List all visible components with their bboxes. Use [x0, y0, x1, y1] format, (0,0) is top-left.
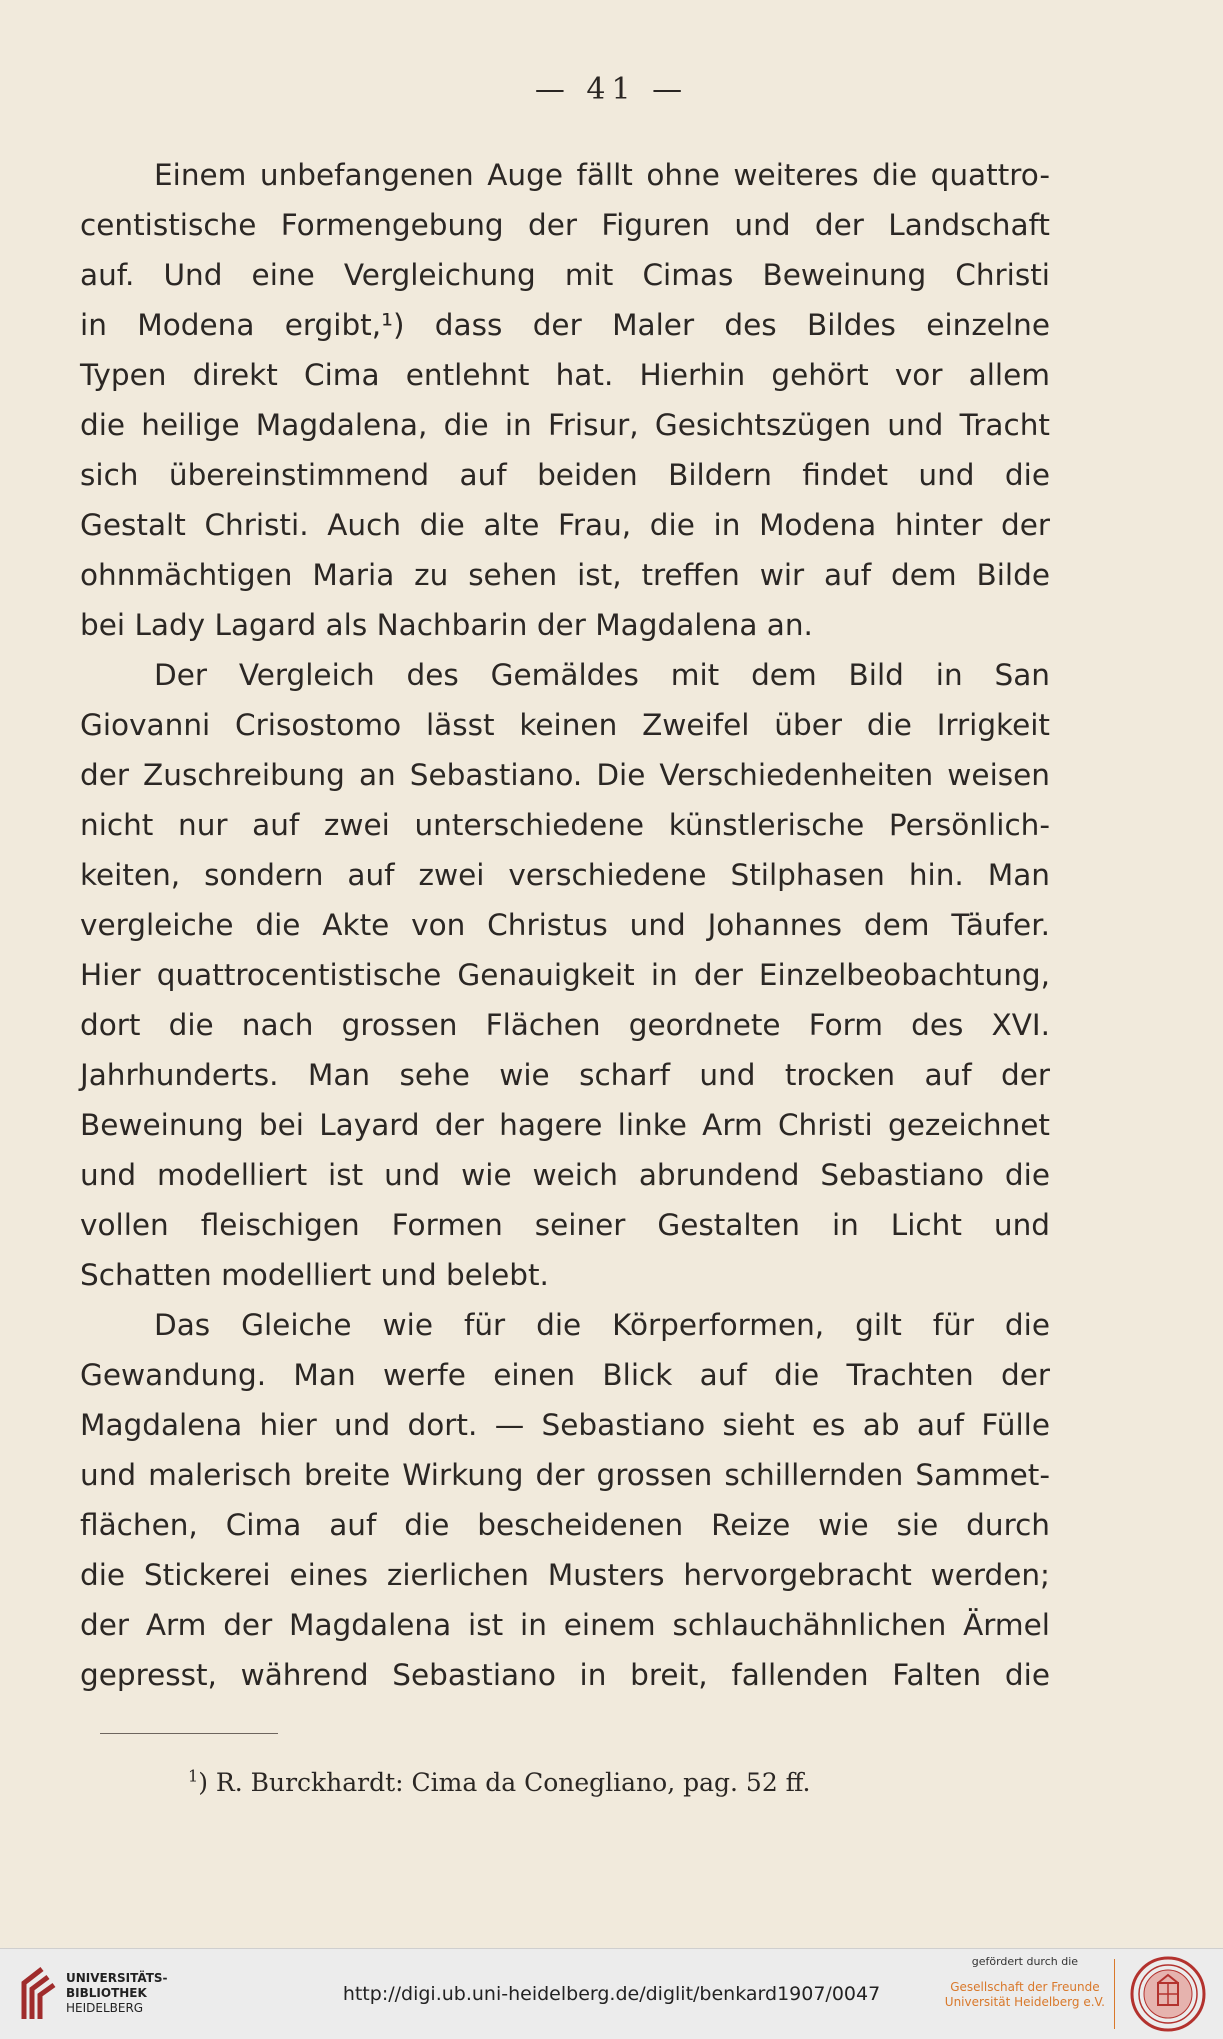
library-name-line: UNIVERSITÄTS- — [66, 1971, 168, 1985]
library-name-line: HEIDELBERG — [66, 2001, 144, 2015]
text-line: Beweinung bei Layard der hagere linke Arm Christi gezeichnet — [80, 1108, 1050, 1142]
sponsor-divider — [1114, 1959, 1115, 2029]
text-line: gepresst, während Sebastiano in breit, fallenden Falten die — [80, 1658, 1050, 1692]
permalink-url[interactable]: http://digi.ub.uni-heidelberg.de/diglit/benkard1907/0047 — [342, 1983, 881, 2005]
text-line: Gestalt Christi. Auch die alte Frau, die in Modena hinter der — [80, 508, 1050, 542]
text-line: Magdalena hier und dort. — Sebastiano sieht es ab auf Fülle — [80, 1408, 1050, 1442]
text-line: und modelliert ist und wie weich abrundend Sebastiano die — [80, 1158, 1050, 1192]
viewer-footer — [0, 1948, 1223, 2039]
library-name-line: BIBLIOTHEK — [66, 1986, 147, 2000]
footnote-marker: 1 — [188, 1766, 199, 1786]
text-line: vergleiche die Akte von Christus und Johannes dem Täufer. — [80, 908, 1050, 942]
text-line: vollen fleischigen Formen seiner Gestalten in Licht und — [80, 1208, 1050, 1242]
text-line: ohnmächtigen Maria zu sehen ist, treffen wir auf dem Bilde — [80, 558, 1050, 592]
text-line: flächen, Cima auf die bescheidenen Reize wie sie durch — [80, 1508, 1050, 1542]
text-line: Giovanni Crisostomo lässt keinen Zweifel über die Irrigkeit — [80, 708, 1050, 742]
text-line: Hier quattrocentistische Genauigkeit in der Einzelbeobachtung, — [80, 958, 1050, 992]
text-line: Schatten modelliert und belebt. — [80, 1258, 549, 1292]
text-line: bei Lady Lagard als Nachbarin der Magdalena an. — [80, 608, 813, 642]
sponsor-block — [945, 1955, 1105, 2010]
text-line: nicht nur auf zwei unterschiedene künstlerische Persönlich- — [80, 808, 1050, 842]
text-line: die Stickerei eines zierlichen Musters hervorgebracht werden; — [80, 1558, 1050, 1592]
text-line: Jahrhunderts. Man sehe wie scharf und trocken auf der — [80, 1058, 1050, 1092]
text-line: auf. Und eine Vergleichung mit Cimas Beweinung Christi — [80, 258, 1050, 292]
text-line: dort die nach grossen Flächen geordnete Form des XVI. — [80, 1008, 1050, 1042]
footnote-text: ) R. Burckhardt: Cima da Conegliano, pag. 52 ff. — [198, 1768, 811, 1797]
body-text — [80, 150, 1050, 1700]
university-seal-icon — [1129, 1955, 1207, 2033]
text-line: Das Gleiche wie für die Körperformen, gilt für die — [154, 1308, 1050, 1342]
footnote-divider — [100, 1733, 278, 1734]
text-line: der Arm der Magdalena ist in einem schlauchähnlichen Ärmel — [80, 1608, 1050, 1642]
page-number: — 41 — — [534, 72, 689, 107]
sponsor-name-line[interactable]: Gesellschaft der Freunde — [950, 1980, 1100, 1994]
text-line: in Modena ergibt,¹) dass der Maler des Bildes einzelne — [80, 308, 1050, 342]
text-line: der Zuschreibung an Sebastiano. Die Verschiedenheiten weisen — [80, 758, 1050, 792]
text-line: keiten, sondern auf zwei verschiedene Stilphasen hin. Man — [80, 858, 1050, 892]
text-line: Einem unbefangenen Auge fällt ohne weiteres die quattro- — [154, 158, 1050, 192]
text-line: die heilige Magdalena, die in Frisur, Gesichtszügen und Tracht — [80, 408, 1050, 442]
text-line: Der Vergleich des Gemäldes mit dem Bild in San — [154, 658, 1050, 692]
text-line: Typen direkt Cima entlehnt hat. Hierhin gehört vor allem — [80, 358, 1050, 392]
sponsor-name-line[interactable]: Universität Heidelberg e.V. — [944, 1995, 1105, 2009]
text-line: centistische Formengebung der Figuren und der Landschaft — [80, 208, 1050, 242]
sponsor-label: gefördert durch die — [971, 1955, 1079, 1968]
text-line: Gewandung. Man werfe einen Blick auf die Trachten der — [80, 1358, 1050, 1392]
footnote — [188, 1768, 811, 1797]
text-line: und malerisch breite Wirkung der grossen schillernden Sammet- — [80, 1458, 1050, 1492]
text-line: sich übereinstimmend auf beiden Bildern findet und die — [80, 458, 1050, 492]
